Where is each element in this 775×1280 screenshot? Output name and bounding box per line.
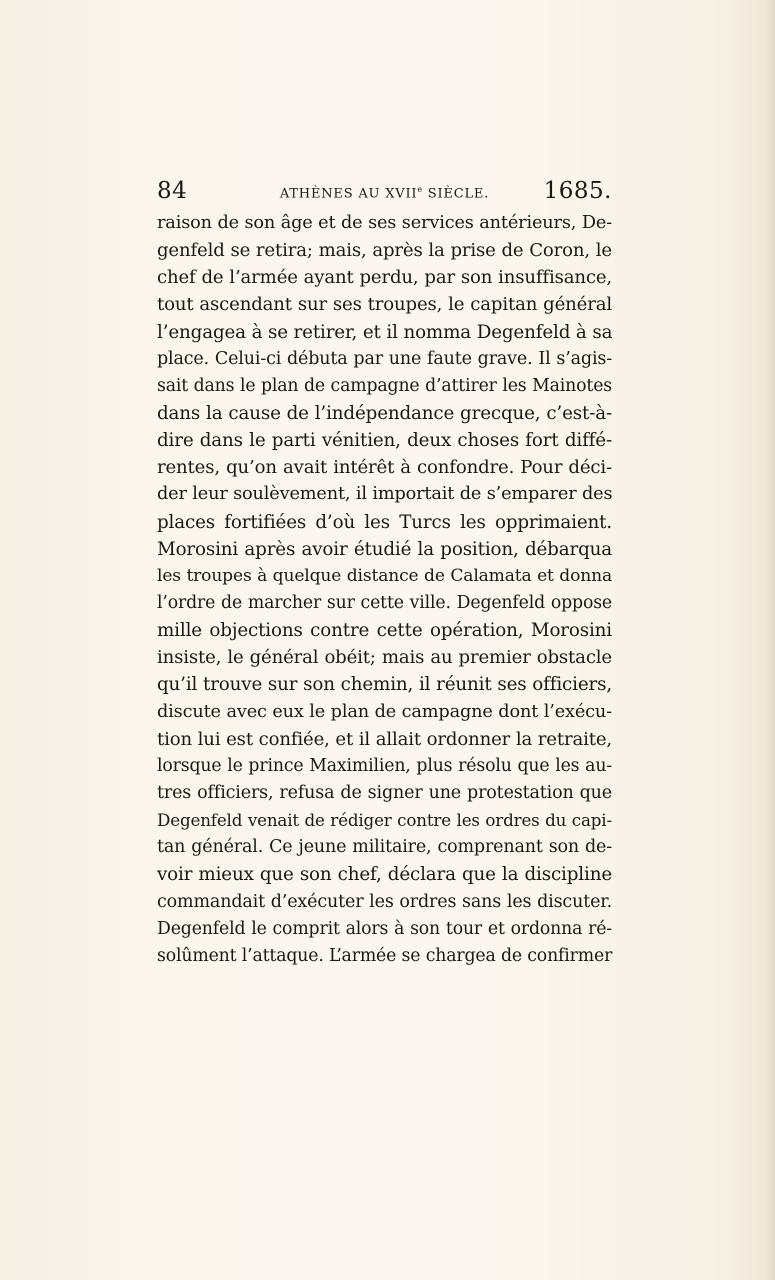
- text-line: voir mieux que son chef, déclara que la discipline: [157, 864, 612, 886]
- page-number: 84: [157, 178, 188, 204]
- running-title-end: SIÈCLE.: [422, 186, 490, 202]
- running-title-superscript: e: [417, 185, 423, 194]
- text-line: qu’il trouve sur son chemin, il réunit ses officiers,: [157, 674, 612, 696]
- text-line: mille objections contre cette opération, Morosini: [157, 620, 612, 642]
- text-line: der leur soulèvement, il importait de s’emparer des: [157, 484, 613, 505]
- body-text: [157, 210, 612, 970]
- text-line: Degenfeld venait de rédiger contre les ordres du capi-: [157, 810, 612, 831]
- text-line: chef de l’armée ayant perdu, par son insuffisance,: [157, 267, 612, 289]
- text-line: sait dans le plan de campagne d’attirer les Mainotes: [157, 375, 612, 396]
- text-line: Degenfeld le comprit alors à son tour et ordonna ré-: [157, 918, 612, 939]
- text-line: les troupes à quelque distance de Calamata et donna: [157, 565, 612, 586]
- running-title-main: ATHÈNES AU XVII: [279, 186, 418, 202]
- text-line: solûment l’attaque. L’armée se chargea de confirmer: [157, 945, 613, 966]
- text-line: genfeld se retira; mais, après la prise de Coron, le: [157, 240, 612, 262]
- text-line: tres officiers, refusa de signer une protestation que: [157, 782, 612, 803]
- text-line: commandait d’exécuter les ordres sans les discuter.: [157, 891, 612, 912]
- text-line: tout ascendant sur ses troupes, le capitan général: [157, 294, 612, 316]
- text-line: places fortifiées d’où les Turcs les opprimaient.: [157, 511, 612, 533]
- text-line: l’engagea à se retirer, et il nomma Degenfeld à sa: [157, 321, 613, 343]
- text-line: tan général. Ce jeune militaire, comprenant son de-: [157, 837, 612, 858]
- page-edge-shadow: [765, 0, 775, 1280]
- text-line: raison de son âge et de ses services antérieurs, De-: [157, 213, 612, 233]
- text-line: l’ordre de marcher sur cette ville. Degenfeld oppose: [157, 592, 612, 613]
- text-line: insiste, le général obéit; mais au premier obstacle: [157, 647, 612, 669]
- text-line: dans la cause de l’indépendance grecque, c’est-à-: [157, 402, 612, 424]
- text-line: place. Celui-ci débuta par une faute grave. Il s’agis-: [157, 348, 612, 369]
- text-line: lorsque le prince Maximilien, plus résolu que les au-: [157, 755, 612, 776]
- text-line: Morosini après avoir étudié la position, débarqua: [157, 538, 612, 560]
- running-header: [157, 178, 612, 212]
- text-line: tion lui est confiée, et il allait ordonner la retraite,: [157, 728, 612, 750]
- text-line: dire dans le parti vénitien, deux choses fort diffé-: [157, 430, 612, 452]
- header-year: 1685.: [543, 178, 612, 204]
- text-line: discute avec eux le plan de campagne dont l’exécu-: [157, 701, 612, 722]
- text-line: rentes, qu’on avait intérêt à confondre. Pour déci-: [157, 457, 612, 479]
